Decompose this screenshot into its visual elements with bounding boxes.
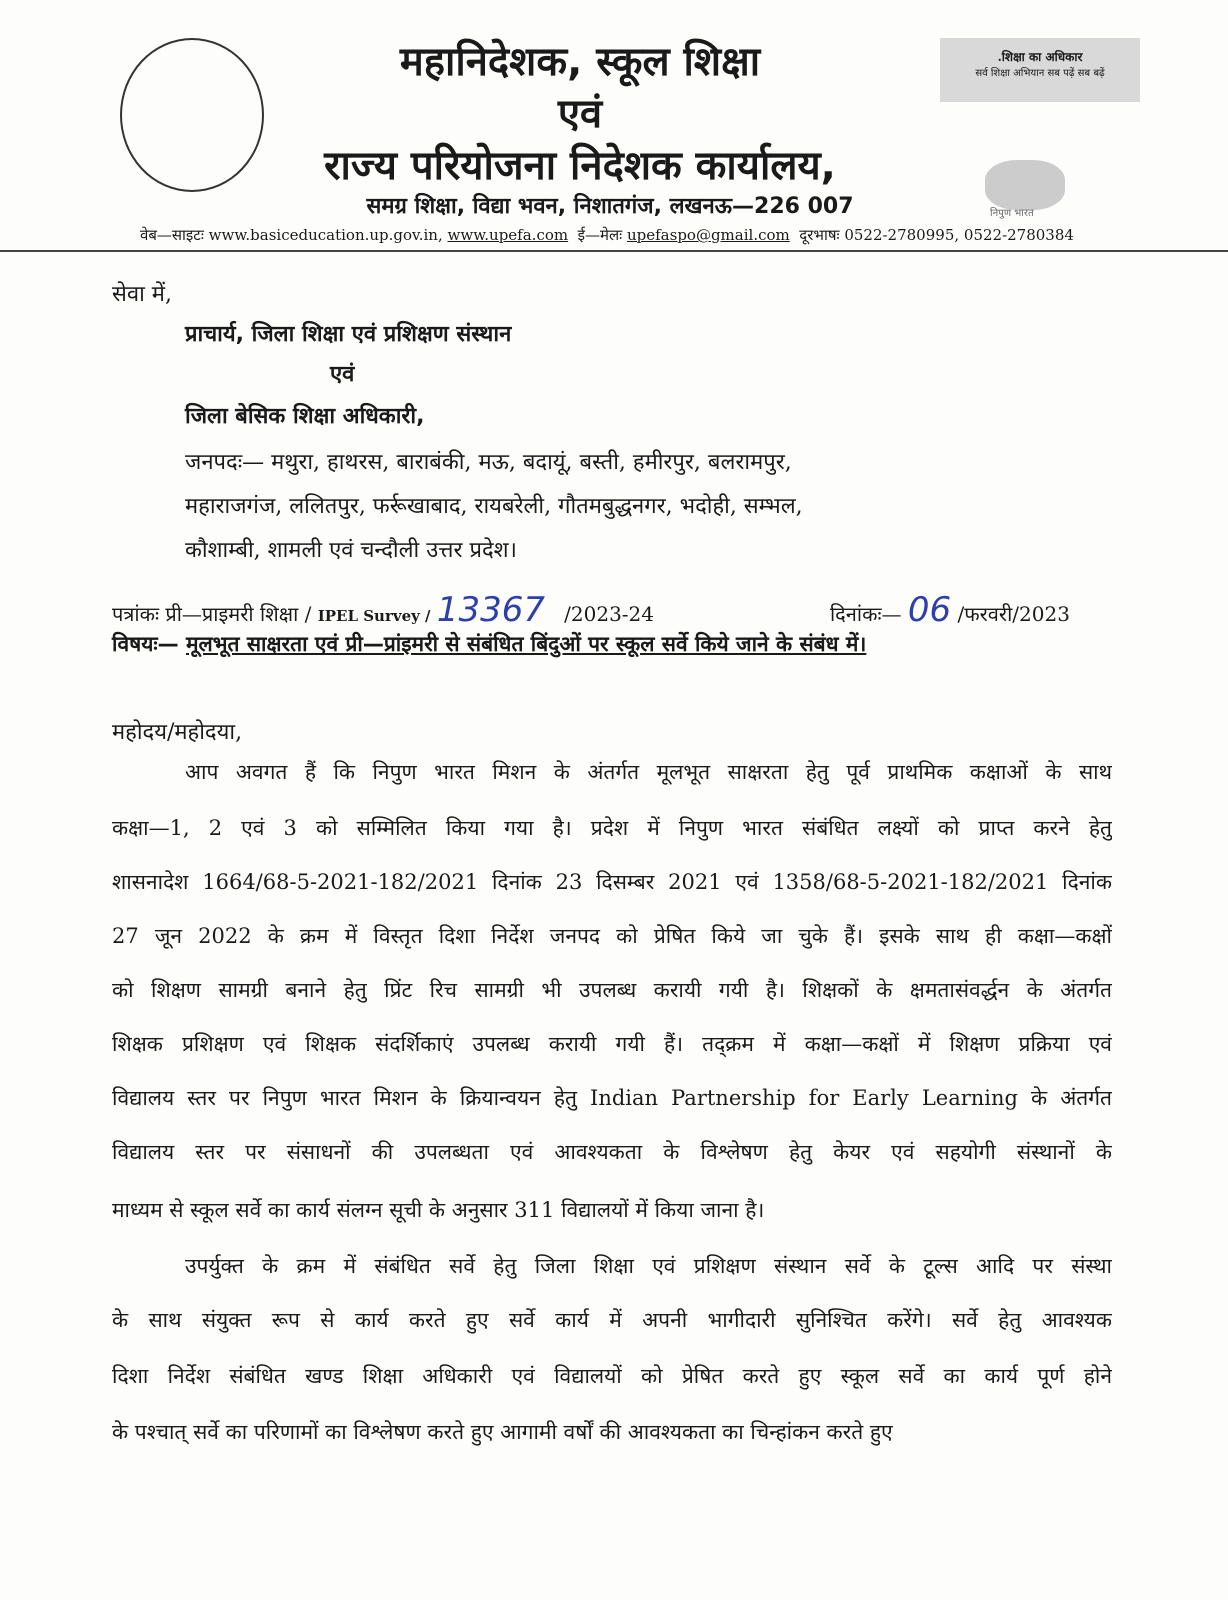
subject-text: मूलभूत साक्षरता एवं प्री—प्रांइमरी से संबंधित बिंदुओं पर स्कूल सर्वे किये जाने के संबंध में। [186, 632, 867, 656]
header-title-3: राज्य परियोजना निदेशक कार्यालय, [324, 143, 836, 189]
subject-line [112, 630, 866, 658]
paragraph-1-line: माध्यम से स्कूल सर्वे का कार्य संलग्न सूची के अनुसार 311 विद्यालयों में किया जाना है। [112, 1198, 765, 1222]
paragraph-1-line: विद्यालय स्तर पर संसाधनों की उपलब्धता एवं आवश्यकता के विश्लेषण हेतु केयर एवं सहयोगी संस्थानों के [112, 1140, 1112, 1164]
date-day: 06 [907, 590, 952, 630]
to-line: सेवा में, [112, 282, 172, 307]
paragraph-1-line: आप अवगत हैं कि निपुण भारत मिशन के अंतर्गत मूलभूत साक्षरता हेतु पूर्व प्राथमिक कक्षाओं के साथ [185, 760, 1112, 784]
reference-label: पत्रांकः प्री—प्राइमरी शिक्षा / [112, 602, 312, 626]
paragraph-1-line: शिक्षक प्रशिक्षण एवं शिक्षक संदर्शिकाएं उपलब्ध करायी गयी हैं। तद्क्रम में कक्षा—कक्षों में शिक्षण प्रक्रिया एवं [112, 1032, 1112, 1056]
recipient-and: एवं [330, 362, 355, 387]
office-address: समग्र शिक्षा, विद्या भवन, निशातगंज, लखनऊ—226 007 [366, 194, 854, 219]
website-2[interactable]: www.upefa.com [447, 226, 569, 244]
districts-line: कौशाम्बी, शामली एवं चन्दौली उत्तर प्रदेश। [185, 538, 517, 563]
districts-line: महाराजगंज, ललितपुर, फर्रूखाबाद, रायबरेली, गौतमबुद्धनगर, भदोही, सम्भल, [185, 494, 803, 519]
districts-line: जनपदः— मथुरा, हाथरस, बाराबंकी, मऊ, बदायूं, बस्ती, हमीरपुर, बलरामपुर, [185, 450, 792, 475]
date-rest: /फरवरी/2023 [957, 602, 1070, 626]
email-label: ई—मेलः [577, 226, 623, 244]
date-label: दिनांकः— [830, 602, 902, 626]
paragraph-2-line: उपर्युक्त के क्रम में संबंधित सर्वे हेतु जिला शिक्षा एवं प्रशिक्षण संस्थान सर्वे के टूल्स आदि पर संस्था [185, 1254, 1112, 1278]
subject-label: विषयः— [112, 632, 179, 656]
website-1[interactable]: www.basiceducation.up.gov.in, [208, 226, 443, 244]
recipient-1: प्राचार्य, जिला शिक्षा एवं प्रशिक्षण संस्थान [185, 322, 512, 347]
rte-logo [940, 38, 1140, 102]
up-government-seal [120, 38, 264, 192]
header-divider [0, 250, 1228, 252]
paragraph-2-line: दिशा निर्देश संबंधित खण्ड शिक्षा अधिकारी एवं विद्यालयों को प्रेषित करते हुए स्कूल सर्वे का कार्य पूर्ण होने [112, 1364, 1112, 1388]
nipun-logo-text: निपुण भारत [990, 208, 1034, 219]
header-title-2: एवं [557, 91, 603, 137]
rte-logo-text: .शिक्षा का अधिकार [997, 50, 1083, 64]
date-line [830, 590, 1070, 630]
website-label: वेब—साइटः [140, 226, 204, 244]
paragraph-1-line: विद्यालय स्तर पर निपुण भारत मिशन के क्रियान्वयन हेतु Indian Partnership for Early Learning के अंतर्गत [112, 1086, 1112, 1110]
recipient-2: जिला बेसिक शिक्षा अधिकारी, [185, 404, 425, 429]
paragraph-2-line: के पश्चात् सर्वे का परिणामों का विश्लेषण करते हुए आगामी वर्षों की आवश्यकता का चिन्हांकन करते हुए [112, 1420, 893, 1444]
paragraph-1-line: शासनादेश 1664/68-5-2021-182/2021 दिनांक 23 दिसम्बर 2021 एवं 1358/68-5-2021-182/2021 दिनांक [112, 870, 1112, 894]
paragraph-1-line: को शिक्षण सामग्री बनाने हेतु प्रिंट रिच सामग्री भी उपलब्ध करायी गयी है। शिक्षकों के क्षमतासंवर्द्धन के अंतर्गत [112, 978, 1112, 1002]
salutation: महोदय/महोदया, [112, 720, 243, 745]
phone-label: दूरभाषः [799, 226, 840, 244]
reference-year: /2023-24 [564, 602, 654, 626]
paragraph-1-line: कक्षा—1, 2 एवं 3 को सम्मिलित किया गया है। प्रदेश में निपुण भारत संबंधित लक्ष्यों को प्राप्त करने हेतु [112, 816, 1112, 840]
nipun-bharat-logo [985, 160, 1065, 210]
ipel-survey-label: IPEL Survey / [317, 607, 431, 625]
email-link[interactable]: upefaspo@gmail.com [626, 226, 790, 244]
header-title-1: महानिदेशक, स्कूल शिक्षा [399, 39, 761, 85]
phone-numbers: 0522-2780995, 0522-2780384 [844, 226, 1074, 244]
paragraph-2-line: के साथ संयुक्त रूप से कार्य करते हुए सर्वे कार्य में अपनी भागीदारी सुनिश्चित करेंगे। सर्वे हेतु आवश्यक [112, 1308, 1112, 1332]
letter-number: 13367 [436, 590, 546, 630]
paragraph-1-line: 27 जून 2022 के क्रम में विस्तृत दिशा निर्देश जनपद को प्रेषित किये जा चुके हैं। इसके साथ ही कक्षा—कक्षों [112, 924, 1112, 948]
rte-logo-sub: सर्व शिक्षा अभियान सब पढ़ें सब बढ़ें [975, 68, 1105, 79]
contact-line [140, 225, 1074, 245]
reference-line [112, 590, 654, 630]
